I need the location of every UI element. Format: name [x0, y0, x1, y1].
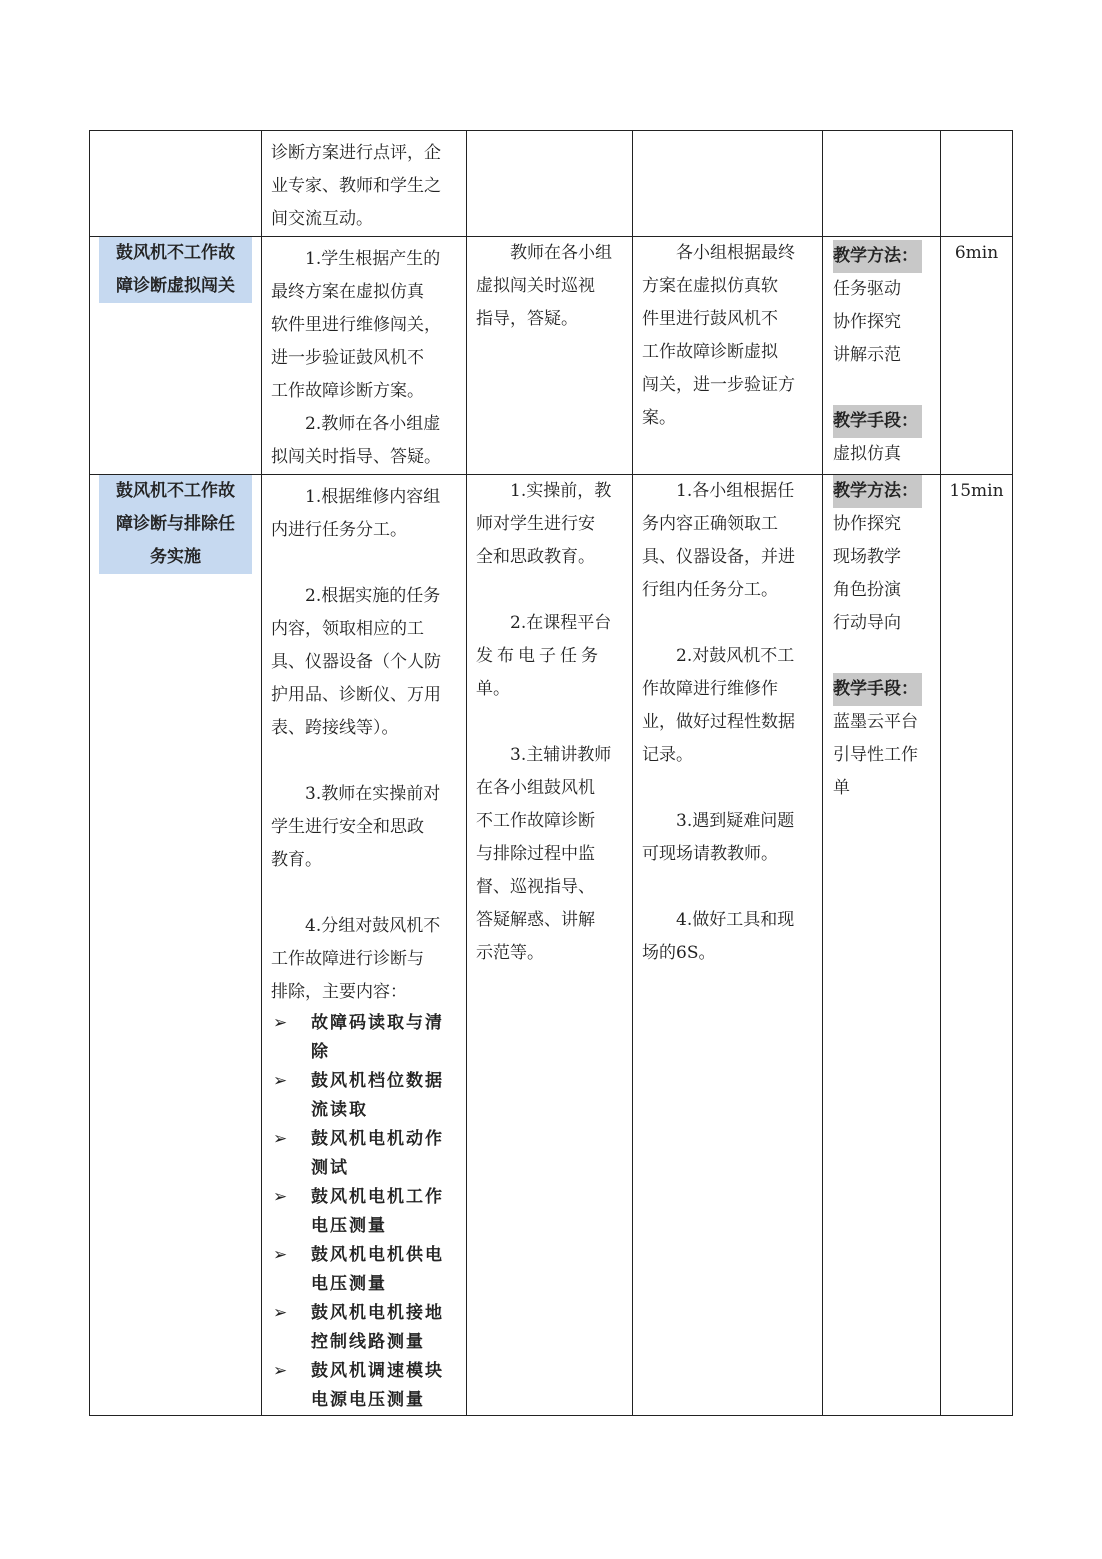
task-content-list	[262, 1009, 466, 1415]
text-line: 件里进行鼓风机不	[642, 309, 778, 329]
text-line: 方案在虚拟仿真软	[642, 276, 778, 296]
arrow-bullet-icon: ➢	[273, 1303, 288, 1323]
table-row-virtual-challenge	[90, 237, 1013, 475]
teacher-activity-cell-empty	[467, 131, 633, 237]
group-activity-text	[633, 237, 822, 435]
table-row-task-implementation	[90, 475, 1013, 1416]
stage-cell	[90, 237, 262, 475]
text-line: 虚拟闯关时巡视	[476, 276, 595, 296]
table-row-continuation	[90, 131, 1013, 237]
text-line: 教师在各小组	[510, 243, 612, 263]
method-item: 协作探究	[833, 312, 901, 332]
text-line: 护用品、诊断仪、万用	[271, 685, 441, 705]
text-line: 不工作故障诊断	[476, 811, 595, 831]
text-line: 行组内任务分工。	[642, 580, 778, 600]
list-item: ➢ 鼓风机电机接地 控制线路测量	[271, 1299, 460, 1357]
text-line: 拟闯关时指导、答疑。	[271, 447, 441, 467]
stage-title-line: 障诊断虚拟闯关	[116, 276, 235, 296]
teaching-method-label: 教学方法：	[833, 475, 922, 508]
text-line: 工作故障诊断方案。	[271, 381, 424, 401]
arrow-bullet-icon: ➢	[273, 1361, 288, 1381]
student-activity-cell	[262, 237, 467, 475]
text-line: 1.各小组根据任	[676, 481, 795, 501]
text-line: 答疑解惑、讲解	[476, 910, 595, 930]
text-line: 师对学生进行安	[476, 514, 595, 534]
text-line: 4.做好工具和现	[676, 910, 795, 930]
arrow-bullet-icon: ➢	[273, 1245, 288, 1265]
student-activity-text	[262, 131, 466, 236]
method-item: 行动导向	[833, 613, 901, 633]
text-line: 1.根据维修内容组	[305, 487, 441, 507]
text-line: 教育。	[271, 850, 322, 870]
duration-cell-empty	[941, 131, 1013, 237]
method-item: 现场教学	[833, 547, 901, 567]
student-activity-text	[262, 237, 466, 474]
group-activity-cell	[633, 475, 823, 1416]
teacher-activity-cell	[467, 237, 633, 475]
arrow-bullet-icon: ➢	[273, 1129, 288, 1149]
teaching-means-label: 教学手段：	[833, 405, 922, 438]
stage-title-line: 鼓风机不工作故	[116, 243, 235, 263]
text-line: 1.学生根据产生的	[305, 249, 441, 269]
text-line: 2.在课程平台	[510, 613, 612, 633]
teacher-activity-text	[467, 237, 632, 336]
text-line: 内进行任务分工。	[271, 520, 407, 540]
text-line: 诊断方案进行点评，企	[271, 143, 441, 163]
duration-cell	[941, 475, 1013, 1416]
teacher-activity-cell	[467, 475, 633, 1416]
text-line: 业，做好过程性数据	[642, 712, 795, 732]
text-line: 可现场请教教师。	[642, 844, 778, 864]
means-item: 单	[833, 778, 850, 798]
text-line: 示范等。	[476, 943, 544, 963]
text-line: 3.遇到疑难问题	[676, 811, 795, 831]
text-line: 3.教师在实操前对	[305, 784, 441, 804]
method-cell-empty	[823, 131, 941, 237]
text-line: 在各小组鼓风机	[476, 778, 595, 798]
text-line: 2.教师在各小组虚	[305, 414, 441, 434]
text-line: 与排除过程中监	[476, 844, 595, 864]
text-line: 进一步验证鼓风机不	[271, 348, 424, 368]
text-line: 2.对鼓风机不工	[676, 646, 795, 666]
text-line: 作故障进行维修作	[642, 679, 778, 699]
list-item: ➢ 鼓风机档位数据 流读取	[271, 1067, 460, 1125]
text-line: 全和思政教育。	[476, 547, 595, 567]
text-line: 软件里进行维修闯关，	[271, 315, 441, 335]
text-line: 各小组根据最终	[676, 243, 795, 263]
text-line: 工作故障诊断虚拟	[642, 342, 778, 362]
stage-cell	[90, 475, 262, 1416]
text-line: 案。	[642, 408, 676, 428]
text-line: 内容，领取相应的工	[271, 619, 424, 639]
text-line: 工作故障进行诊断与	[271, 949, 424, 969]
stage-title-line: 务实施	[150, 547, 201, 567]
text-line: 4.分组对鼓风机不	[305, 916, 441, 936]
lesson-plan-table	[89, 130, 1013, 1416]
stage-cell-empty	[90, 131, 262, 237]
text-line: 2.根据实施的任务	[305, 586, 441, 606]
text-line: 排除，主要内容：	[271, 982, 407, 1002]
method-cell	[823, 475, 941, 1416]
teaching-method-label: 教学方法：	[833, 240, 922, 273]
text-line: 3.主辅讲教师	[510, 745, 612, 765]
method-item: 角色扮演	[833, 580, 901, 600]
arrow-bullet-icon: ➢	[273, 1013, 288, 1033]
list-item: ➢ 鼓风机电机供电 电压测量	[271, 1241, 460, 1299]
list-item: ➢ 故障码读取与清 除	[271, 1009, 460, 1067]
text-line: 指导，答疑。	[476, 309, 578, 329]
duration-value: 6min	[954, 243, 999, 263]
arrow-bullet-icon: ➢	[273, 1187, 288, 1207]
group-activity-cell	[633, 237, 823, 475]
text-line: 发布电子任务	[476, 646, 602, 666]
student-activity-text	[262, 475, 466, 1009]
method-item: 讲解示范	[833, 345, 901, 365]
means-item: 蓝墨云平台	[833, 712, 918, 732]
duration-value: 15min	[949, 481, 1004, 501]
text-line: 督、巡视指导、	[476, 877, 595, 897]
stage-title-line: 障诊断与排除任	[116, 514, 235, 534]
teaching-means-label: 教学手段：	[833, 673, 922, 706]
group-activity-cell-empty	[633, 131, 823, 237]
means-item: 虚拟仿真	[833, 444, 901, 464]
text-line: 具、仪器设备（个人防	[271, 652, 441, 672]
text-line: 单。	[476, 679, 510, 699]
list-item: ➢ 鼓风机调速模块 电源电压测量	[271, 1357, 460, 1415]
duration-cell	[941, 237, 1013, 475]
text-line: 记录。	[642, 745, 693, 765]
text-line: 间交流互动。	[271, 209, 373, 229]
stage-title-line: 鼓风机不工作故	[116, 481, 235, 501]
list-item: ➢ 鼓风机电机动作 测试	[271, 1125, 460, 1183]
student-activity-cell	[262, 475, 467, 1416]
method-block	[823, 475, 940, 805]
text-line: 业专家、教师和学生之	[271, 176, 441, 196]
text-line: 具、仪器设备，并进	[642, 547, 795, 567]
stage-title	[99, 237, 252, 303]
group-activity-text	[633, 475, 822, 970]
list-item: ➢ 鼓风机电机工作 电压测量	[271, 1183, 460, 1241]
method-cell	[823, 237, 941, 475]
text-line: 表、跨接线等）。	[271, 718, 399, 738]
teacher-activity-text	[467, 475, 632, 970]
text-line: 最终方案在虚拟仿真	[271, 282, 424, 302]
method-item: 任务驱动	[833, 279, 901, 299]
text-line: 学生进行安全和思政	[271, 817, 424, 837]
text-line: 场的6S。	[642, 943, 716, 963]
method-block	[823, 237, 940, 471]
stage-title	[99, 475, 252, 574]
student-activity-cell	[262, 131, 467, 237]
text-line: 务内容正确领取工	[642, 514, 778, 534]
text-line: 1.实操前，教	[510, 481, 612, 501]
arrow-bullet-icon: ➢	[273, 1071, 288, 1091]
text-line: 闯关，进一步验证方	[642, 375, 795, 395]
means-item: 引导性工作	[833, 745, 918, 765]
method-item: 协作探究	[833, 514, 901, 534]
